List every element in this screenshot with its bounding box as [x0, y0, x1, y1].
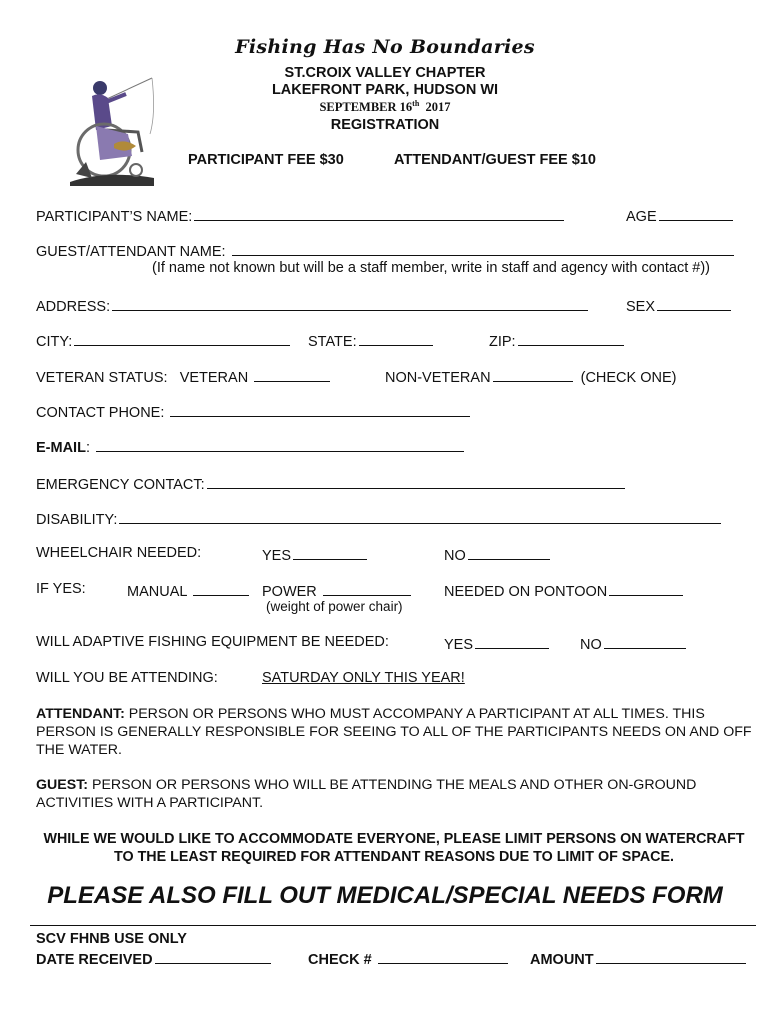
power-field[interactable] — [323, 581, 411, 596]
attending-label: WILL YOU BE ATTENDING: — [36, 670, 218, 686]
wheelchair-yes-field[interactable] — [293, 545, 367, 560]
state-row — [308, 331, 433, 350]
disability-field[interactable] — [119, 509, 721, 524]
attendant-term: ATTENDANT: — [36, 706, 125, 722]
wheelchair-yes-row — [262, 545, 367, 564]
participant-fee: PARTICIPANT FEE $30 — [188, 152, 344, 168]
form-title: REGISTRATION — [330, 117, 440, 133]
veteran-field[interactable] — [254, 367, 330, 382]
non-veteran-row — [385, 367, 676, 386]
weight-note: (weight of power chair) — [266, 599, 403, 614]
pontoon-row — [444, 581, 683, 600]
if-yes-label: IF YES: — [36, 581, 86, 597]
check-number-field[interactable] — [378, 949, 508, 964]
age-label: AGE — [626, 209, 657, 225]
watercraft-notice: WHILE WE WOULD LIKE TO ACCOMMODATE EVERYONE, PLEASE LIMIT PERSONS ON WATERCRAFT TO THE LEAST REQUIRED FOR ATTENDANT REASONS DUE TO LIMIT OF SPACE. — [43, 831, 745, 865]
age-row — [626, 206, 733, 225]
non-veteran-field[interactable] — [493, 367, 573, 382]
manual-row — [127, 581, 249, 600]
adaptive-yes-field[interactable] — [475, 634, 549, 649]
address-label: ADDRESS: — [36, 299, 111, 315]
office-use-divider — [30, 925, 756, 926]
contact-phone-label: CONTACT PHONE: — [36, 405, 165, 421]
participant-name-field[interactable] — [194, 206, 564, 221]
check-number-label: CHECK # — [308, 952, 372, 968]
participant-name-row — [36, 206, 564, 225]
emergency-contact-field[interactable] — [207, 474, 625, 489]
amount-field[interactable] — [596, 949, 746, 964]
amount-label: AMOUNT — [530, 952, 594, 968]
manual-field[interactable] — [193, 581, 249, 596]
adaptive-yes-label: YES — [444, 637, 474, 653]
city-label: CITY: — [36, 334, 73, 350]
address-field[interactable] — [112, 296, 588, 311]
wheelchair-no-row — [444, 545, 550, 564]
participant-name-label: PARTICIPANT’S NAME: — [36, 209, 193, 225]
email-field[interactable] — [96, 437, 464, 452]
wheelchair-no-label: NO — [444, 548, 466, 564]
guest-name-label: GUEST/ATTENDANT NAME: — [36, 244, 226, 260]
email-row: E-MAIL: — [36, 437, 464, 456]
disability-row — [36, 509, 721, 528]
adaptive-no-row — [580, 634, 686, 653]
state-field[interactable] — [359, 331, 433, 346]
date-received-row — [36, 949, 271, 968]
event-title: Fishing Has No Boundaries — [235, 36, 535, 58]
wheelchair-needed-label: WHEELCHAIR NEEDED: — [36, 545, 202, 561]
city-row — [36, 331, 290, 350]
event-date: SEPTEMBER 16th 2017 — [319, 99, 451, 115]
email-label: E-MAIL — [36, 440, 86, 456]
state-label: STATE: — [308, 334, 357, 350]
emergency-contact-label: EMERGENCY CONTACT: — [36, 477, 205, 493]
pontoon-field[interactable] — [609, 581, 683, 596]
manual-label: MANUAL — [127, 584, 187, 600]
guest-text: PERSON OR PERSONS WHO WILL BE ATTENDING THE MEALS AND OTHER ON-GROUND ACTIVITIES WITH A PARTICIPANT. — [36, 777, 697, 811]
zip-field[interactable] — [518, 331, 624, 346]
city-field[interactable] — [74, 331, 290, 346]
zip-label: ZIP: — [489, 334, 516, 350]
disability-label: DISABILITY: — [36, 512, 118, 528]
guest-fee: ATTENDANT/GUEST FEE $10 — [394, 152, 596, 168]
attendant-text: PERSON OR PERSONS WHO MUST ACCOMPANY A PARTICIPANT AT ALL TIMES. THIS PERSON IS GENERALLY RESPONSIBLE FOR SEEING TO ALL OF THE PARTICIPANTS NEEDS ON AND OFF THE WATER. — [36, 706, 752, 758]
sex-label: SEX — [626, 299, 656, 315]
adaptive-no-label: NO — [580, 637, 602, 653]
guest-term: GUEST: — [36, 777, 89, 793]
wheelchair-yes-label: YES — [262, 548, 292, 564]
age-field[interactable] — [659, 206, 733, 221]
veteran-status-label: VETERAN STATUS: — [36, 370, 168, 386]
sex-row — [626, 296, 731, 315]
non-veteran-label: NON-VETERAN — [385, 370, 491, 386]
adaptive-no-field[interactable] — [604, 634, 686, 649]
veteran-status-row — [36, 367, 330, 386]
wheelchair-no-field[interactable] — [468, 545, 550, 560]
date-received-label: DATE RECEIVED — [36, 952, 153, 968]
zip-row — [489, 331, 624, 350]
contact-phone-row — [36, 402, 470, 421]
medical-form-notice: PLEASE ALSO FILL OUT MEDICAL/SPECIAL NEEDS FORM — [47, 882, 723, 909]
date-received-field[interactable] — [155, 949, 271, 964]
adaptive-equipment-label: WILL ADAPTIVE FISHING EQUIPMENT BE NEEDED: — [36, 634, 389, 650]
emergency-contact-row — [36, 474, 625, 493]
check-number-row — [308, 949, 508, 968]
event-location: LAKEFRONT PARK, HUDSON WI — [271, 82, 499, 98]
office-use-title: SCV FHNB USE ONLY — [36, 931, 187, 947]
adaptive-yes-row — [444, 634, 549, 653]
guest-name-field[interactable] — [232, 241, 734, 256]
chapter-name: ST.CROIX VALLEY CHAPTER — [284, 65, 486, 81]
address-row — [36, 296, 588, 315]
sex-field[interactable] — [657, 296, 731, 311]
attending-answer: SATURDAY ONLY THIS YEAR! — [262, 670, 465, 686]
power-row — [262, 581, 411, 600]
power-label: POWER — [262, 584, 317, 600]
guest-definition — [36, 776, 752, 812]
pontoon-label: NEEDED ON PONTOON — [444, 584, 608, 600]
veteran-label: VETERAN — [179, 370, 249, 386]
contact-phone-field[interactable] — [170, 402, 470, 417]
guest-name-row — [36, 241, 734, 260]
amount-row — [530, 949, 746, 968]
guest-name-note: (If name not known but will be a staff member, write in staff and agency with contact #)) — [152, 260, 710, 276]
attendant-definition — [36, 705, 752, 759]
check-one-label: (CHECK ONE) — [580, 370, 677, 386]
